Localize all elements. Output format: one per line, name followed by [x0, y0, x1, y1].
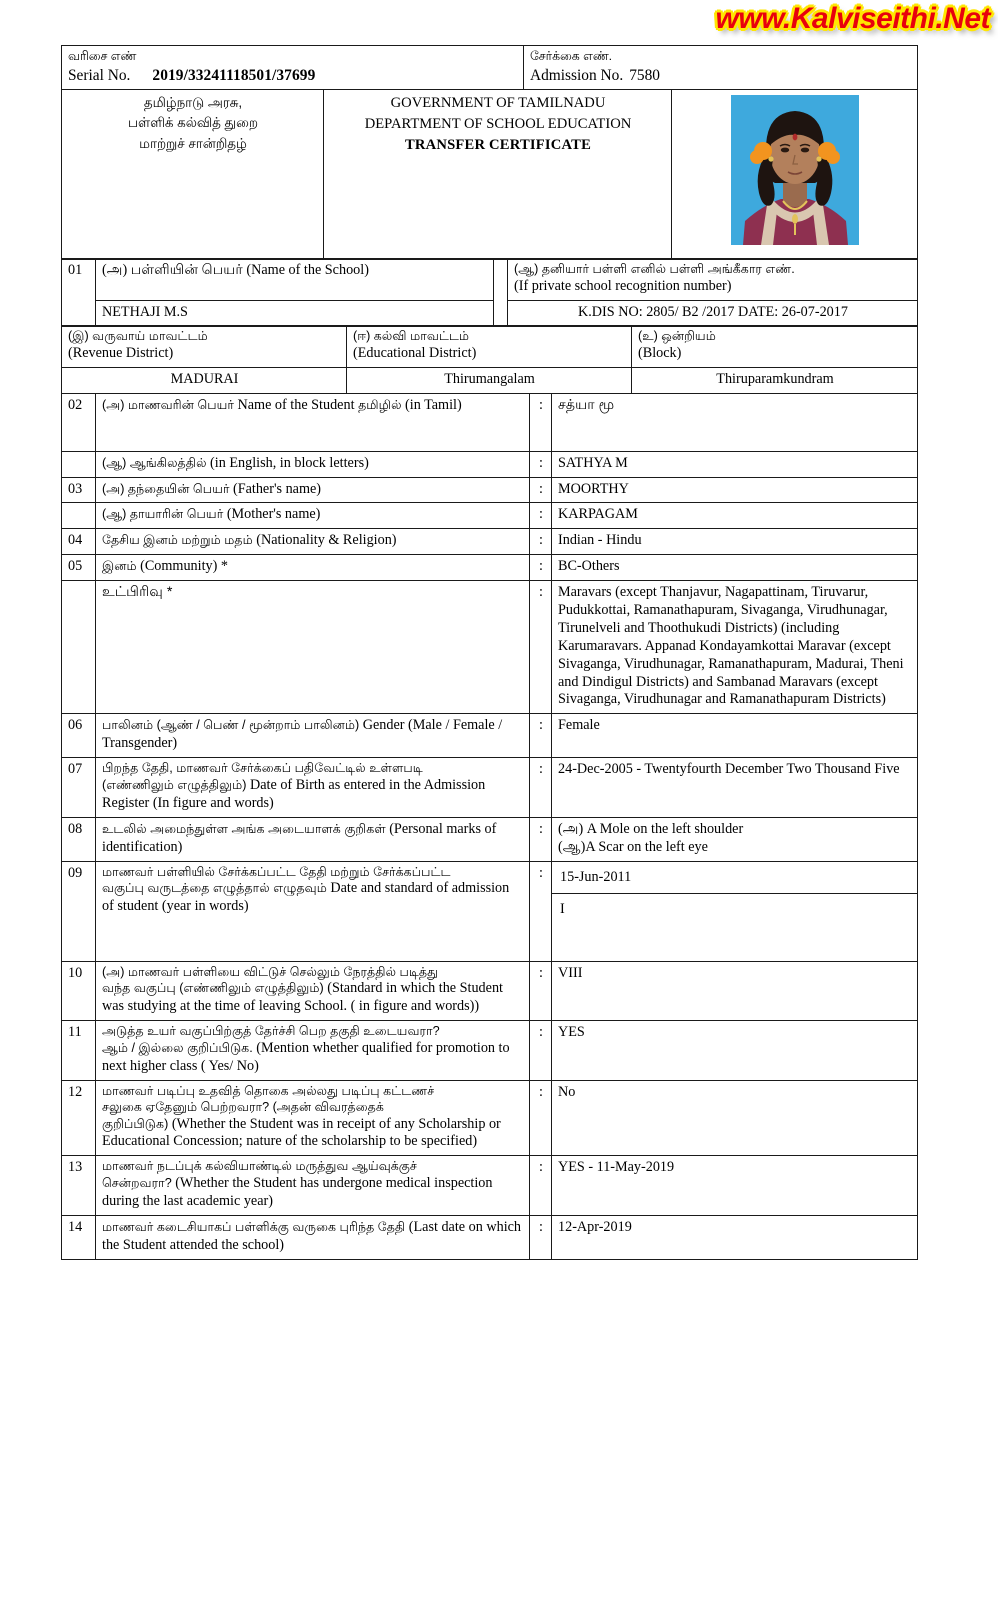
date-of-birth-label — [96, 758, 530, 818]
medical-inspection-label — [96, 1156, 530, 1216]
school-name-value-row — [62, 300, 918, 326]
revenue-district-tamil: (இ) வருவாய் மாவட்டம் — [68, 329, 208, 344]
student-details-table — [61, 393, 918, 1260]
header-tamil-block — [68, 93, 318, 155]
row-number-subcaste — [62, 581, 96, 714]
admission-no-line — [530, 66, 912, 85]
row-number-03: 03 — [62, 477, 96, 503]
colon-08: : — [530, 817, 552, 861]
father-name-label-eng: (Father's name) — [232, 480, 322, 497]
admission-date-standard-label — [96, 861, 530, 961]
row-admission-date-standard — [62, 861, 918, 961]
colon-13: : — [530, 1156, 552, 1216]
identification-marks-label-tamil: உடலில் அமைந்துள்ள அங்க அடையாளக் குறிகள் — [102, 821, 390, 836]
admission-label-tamil-line1: மாணவர் பள்ளியில் சேர்க்கப்பட்ட தேதி மற்றும் சேர்க்கப்பட்ட — [102, 864, 451, 879]
row-leaving-standard — [62, 961, 918, 1021]
educational-district-tamil: (ஈ) கல்வி மாவட்டம் — [353, 329, 470, 344]
row-number-13: 13 — [62, 1156, 96, 1216]
admission-label-eng: Date and standard of admission of student (year in words) — [102, 880, 510, 915]
admission-no-tamil-label: சேர்க்கை எண். — [530, 49, 613, 63]
site-watermark: www.Kalviseithi.Net — [715, 2, 990, 35]
row-scholarship — [62, 1080, 918, 1156]
sub-caste-label: உட்பிரிவு * — [96, 581, 530, 714]
serial-admission-row — [62, 46, 918, 90]
header-english-cell — [324, 89, 672, 259]
identification-marks-value — [552, 817, 918, 861]
row-identification-marks — [62, 817, 918, 861]
admission-date-value: 15-Jun-2011 — [552, 862, 917, 894]
row-date-of-birth — [62, 758, 918, 818]
leaving-standard-label-eng: (Standard in which the Student was studying at the time of leaving School. ( in figure and words)) — [102, 980, 503, 1015]
nationality-religion-label-eng: (Nationality & Religion) — [256, 532, 397, 549]
medical-inspection-value: YES - 11-May-2019 — [552, 1156, 918, 1216]
last-attendance-value: 12-Apr-2019 — [552, 1215, 918, 1259]
educational-district-eng: (Educational District) — [353, 345, 477, 362]
leaving-standard-label-tamil-line1: (அ) மாணவர் பள்ளியை விட்டுச் செல்லும் நேரத்தில் படித்து — [102, 964, 439, 979]
last-attendance-label — [96, 1215, 530, 1259]
colon-03b: : — [530, 503, 552, 529]
admission-label-tamil-line2: வகுப்பு வருடத்தை எழுத்தால் எழுதவும் — [102, 881, 331, 896]
identification-mark-1: (அ) A Mole on the left shoulder — [558, 820, 744, 837]
student-name-tamil-label — [96, 393, 530, 451]
revenue-district-label — [62, 326, 347, 368]
school-recognition-value: K.DIS NO: 2805/ B2 /2017 DATE: 26-07-2017 — [508, 300, 918, 326]
admission-no-value: 7580 — [629, 66, 660, 84]
student-name-english-value: SATHYA M — [552, 451, 918, 477]
nationality-religion-value: Indian - Hindu — [552, 529, 918, 555]
serial-admission-table — [61, 45, 918, 90]
last-attendance-label-eng: (Last date on which the Student attended the school) — [102, 1218, 522, 1253]
recognition-label-line1: (ஆ) தனியார் பள்ளி எனில் பள்ளி அங்கீகார எண். — [514, 262, 795, 277]
last-attendance-label-tamil: மாணவர் கடைசியாகப் பள்ளிக்கு வருகை புரிந்த தேதி — [102, 1219, 409, 1234]
identification-marks-label — [96, 817, 530, 861]
promotion-qualified-label — [96, 1021, 530, 1081]
row-community — [62, 555, 918, 581]
header-gov-line: GOVERNMENT OF TAMILNADU — [390, 94, 606, 111]
row-number-02: 02 — [62, 393, 96, 451]
scholarship-label-tamil-line3: குறிப்பிடுக) — [102, 1116, 172, 1131]
medical-label-eng: (Whether the Student has undergone medical inspection during the last academic year) — [102, 1175, 493, 1210]
row-number-05: 05 — [62, 555, 96, 581]
nationality-religion-label — [96, 529, 530, 555]
row-father-name — [62, 477, 918, 503]
mother-name-value: KARPAGAM — [552, 503, 918, 529]
row-number-02b — [62, 451, 96, 477]
student-name-english-label — [96, 451, 530, 477]
scholarship-label-eng: (Whether the Student was in receipt of any Scholarship or Educational Concession; nature of the scholarship to be specified) — [102, 1115, 501, 1150]
row-number-08: 08 — [62, 817, 96, 861]
header-tamil-line3: மாற்றுச் சான்றிதழ் — [139, 136, 247, 152]
admission-date-subrow — [552, 862, 917, 894]
colon-04: : — [530, 529, 552, 555]
serial-no-value: 2019/33241118501/37699 — [152, 66, 316, 84]
educational-district-label — [347, 326, 632, 368]
identification-mark-2: (ஆ)A Scar on the left eye — [558, 838, 708, 855]
row-medical-inspection — [62, 1156, 918, 1216]
serial-no-line — [68, 66, 518, 85]
admission-no-label: Admission No. — [530, 66, 624, 84]
admission-no-cell — [524, 46, 918, 90]
header-title-line: TRANSFER CERTIFICATE — [404, 136, 592, 153]
school-name-value: NETHAJI M.S — [96, 300, 494, 326]
row-number-11: 11 — [62, 1021, 96, 1081]
row-number-10: 10 — [62, 961, 96, 1021]
date-of-birth-value: 24-Dec-2005 - Twentyfourth December Two Thousand Five — [552, 758, 918, 818]
scholarship-label-tamil-line2: சலுகை ஏதேனும் பெற்றவரா? (அதன் விவரத்தைக் — [102, 1099, 384, 1114]
row-number-01: 01 — [62, 259, 96, 327]
row-last-attendance-date — [62, 1215, 918, 1259]
colon-02b: : — [530, 451, 552, 477]
leaving-standard-label — [96, 961, 530, 1021]
row-number-06: 06 — [62, 714, 96, 758]
student-name-tamil-label-a: (அ) மாணவரின் பெயர் — [102, 397, 238, 412]
student-photo-image — [711, 93, 879, 248]
community-value: BC-Others — [552, 555, 918, 581]
colon-subcaste: : — [530, 581, 552, 714]
school-details-table — [61, 258, 918, 327]
leaving-standard-label-tamil-line2: வந்த வகுப்பு (எண்ணிலும் எழுத்திலும்) — [102, 981, 328, 996]
community-label-eng: (Community) * — [140, 558, 228, 575]
student-name-english-label-eng: (in English, in block letters) — [210, 454, 369, 471]
school-name-label: (அ) பள்ளியின் பெயர் (Name of the School) — [96, 259, 494, 301]
gender-label-tamil: பாலினம் (ஆண் / பெண் / மூன்றாம் பாலினம்) — [102, 718, 363, 733]
admission-value-split — [552, 862, 917, 927]
scholarship-label — [96, 1080, 530, 1156]
mother-name-label-tamil: (ஆ) தாயாரின் பெயர் — [102, 507, 227, 522]
promotion-label-tamil-line1: அடுத்த உயர் வகுப்பிற்குத் தேர்ச்சி பெற தகுதி உடையவரா? — [102, 1024, 440, 1039]
medical-label-tamil-line1: மாணவர் நடப்புக் கல்வியாண்டில் மருத்துவ ஆய்வுக்குச் — [102, 1159, 417, 1174]
colon-14: : — [530, 1215, 552, 1259]
community-label-tamil: இனம் — [102, 559, 141, 574]
colon-06: : — [530, 714, 552, 758]
serial-no-cell — [62, 46, 524, 90]
sub-caste-value: Maravars (except Thanjavur, Nagapattinam, Tiruvarur, Pudukkottai, Ramanathapuram, Sivaganga, Virudhunagar, Tirunelveli and Thoothukudi Districts) (including Karumaravars. Appanad Kondayamkottai Maravar (except Sivaganga, Virudhunagar, Ramanathapuram, Madurai, Theni and Dindigul Districts) and Sambanad Maravars (except Sivaganga, Virudhunagar and Ramanathapuram Districts) — [552, 581, 918, 714]
father-name-label — [96, 477, 530, 503]
colon-11: : — [530, 1021, 552, 1081]
dob-label-tamil-line2: (எண்ணிலும் எழுத்திலும்) — [102, 777, 250, 792]
serial-no-tamil-label: வரிசை எண் — [68, 49, 137, 63]
student-name-label-eng-tail: (in Tamil) — [405, 396, 462, 413]
district-value-row — [62, 368, 918, 394]
student-name-label-eng: Name of the Student — [237, 396, 359, 413]
revenue-district-value: MADURAI — [62, 368, 347, 394]
recognition-label-line2: (If private school recognition number) — [514, 277, 732, 294]
colon-05: : — [530, 555, 552, 581]
header-tamil-cell — [62, 89, 324, 259]
certificate-header-table — [61, 89, 918, 260]
gender-value: Female — [552, 714, 918, 758]
district-label-row — [62, 326, 918, 368]
leaving-standard-value: VIII — [552, 961, 918, 1021]
block-label — [632, 326, 918, 368]
row-mother-name — [62, 503, 918, 529]
serial-no-label: Serial No. — [68, 66, 131, 84]
row-number-12: 12 — [62, 1080, 96, 1156]
student-photo-cell — [672, 89, 918, 259]
community-label — [96, 555, 530, 581]
gender-label — [96, 714, 530, 758]
row-number-07: 07 — [62, 758, 96, 818]
header-tamil-line1: தமிழ்நாடு அரசு, — [143, 94, 243, 110]
header-tamil-line2: பள்ளிக் கல்வித் துறை — [128, 115, 258, 131]
mother-name-label-eng: (Mother's name) — [226, 506, 321, 523]
row-gender — [62, 714, 918, 758]
identification-marks-label-eng: (Personal marks of identification) — [102, 820, 497, 855]
row-number-03b — [62, 503, 96, 529]
colon-10: : — [530, 961, 552, 1021]
row-number-14: 14 — [62, 1215, 96, 1259]
nationality-religion-label-tamil: தேசிய இனம் மற்றும் மதம் — [102, 533, 257, 548]
scholarship-value: No — [552, 1080, 918, 1156]
colon-09: : — [530, 861, 552, 961]
revenue-district-eng: (Revenue District) — [68, 345, 174, 362]
header-dept-line: DEPARTMENT OF SCHOOL EDUCATION — [364, 115, 632, 132]
row-nationality-religion — [62, 529, 918, 555]
school-name-label-row — [62, 259, 918, 301]
admission-standard-value: I — [560, 901, 565, 918]
colon-07: : — [530, 758, 552, 818]
mother-name-label — [96, 503, 530, 529]
educational-district-value: Thirumangalam — [347, 368, 632, 394]
colon-12: : — [530, 1080, 552, 1156]
block-eng: (Block) — [638, 345, 682, 362]
colon-03: : — [530, 477, 552, 503]
row-sub-caste — [62, 581, 918, 714]
gender-label-eng: Gender (Male / Female / Transgender) — [102, 717, 503, 752]
admission-standard-subrow — [552, 894, 917, 926]
certificate-header-row — [62, 89, 918, 259]
header-english-block — [330, 93, 666, 156]
row-promotion-qualified — [62, 1021, 918, 1081]
admission-date-standard-value — [552, 861, 918, 961]
district-table — [61, 325, 918, 394]
student-name-english-label-tamil: (ஆ) ஆங்கிலத்தில் — [102, 455, 211, 470]
student-name-tamil-value: சத்யா மூ — [552, 393, 918, 451]
student-photo — [711, 93, 879, 248]
promotion-qualified-value: YES — [552, 1021, 918, 1081]
scholarship-label-tamil-line1: மாணவர் படிப்பு உதவித் தொகை அல்லது படிப்பு கட்டணச் — [102, 1083, 435, 1098]
row-student-name-tamil — [62, 393, 918, 451]
student-name-tamil-label-b: தமிழில் — [358, 397, 406, 412]
transfer-certificate-document — [61, 45, 917, 1260]
block-value: Thiruparamkundram — [632, 368, 918, 394]
colon-02: : — [530, 393, 552, 451]
father-name-label-tamil: (அ) தந்தையின் பெயர் — [102, 481, 233, 496]
promotion-label-eng: (Mention whether qualified for promotion to next higher class ( Yes/ No) — [102, 1040, 510, 1074]
block-tamil: (உ) ஒன்றியம் — [638, 329, 716, 344]
father-name-value: MOORTHY — [552, 477, 918, 503]
school-spacer-cell — [494, 259, 508, 327]
medical-label-tamil-line2: சென்றவரா? — [102, 1176, 176, 1191]
row-student-name-english — [62, 451, 918, 477]
promotion-label-tamil-line2: ஆம் / இல்லை குறிப்பிடுக. — [102, 1041, 257, 1056]
row-number-04: 04 — [62, 529, 96, 555]
row-number-09: 09 — [62, 861, 96, 961]
dob-label-eng: Date of Birth as entered in the Admission Register (In figure and words) — [102, 776, 486, 811]
dob-label-tamil-line1: பிறந்த தேதி, மாணவர் சேர்க்கைப் பதிவேட்டில் உள்ளபடி — [102, 761, 423, 776]
school-recognition-label — [508, 259, 918, 301]
